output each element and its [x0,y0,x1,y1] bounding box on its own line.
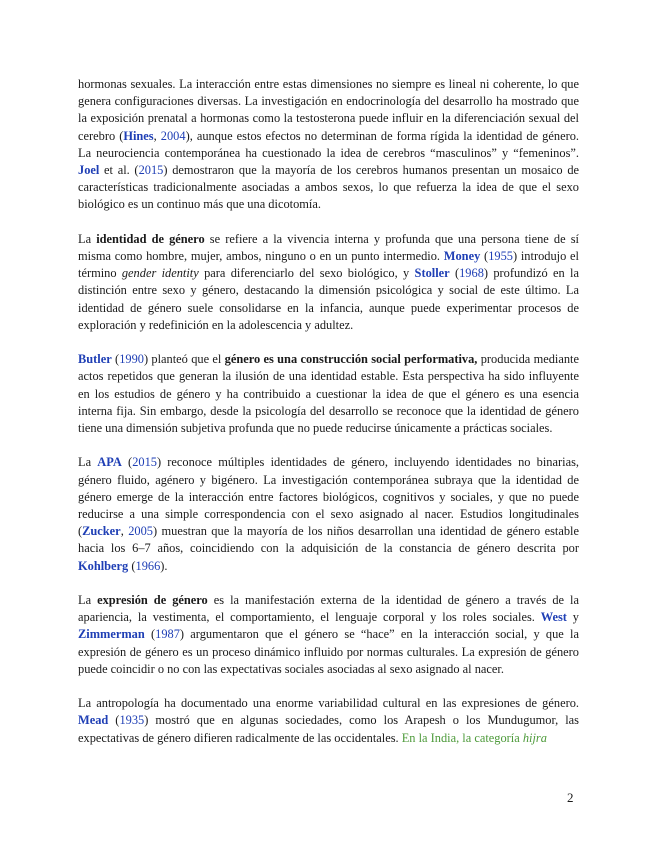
text-run: ) demostraron que la mayoría de los cerebros humanos presentan un mosaico de características tradicionalmente asociadas a ambos sexos, lo que refuerza la idea de que el sexo biológico es un continuo más que una dicotomía. [78,163,580,212]
citation-author-butler[interactable]: Butler [78,352,112,367]
text-run: ) introdujo el término [78,249,579,281]
citation-year-mead[interactable]: 1935 [119,713,145,728]
citation-year-apa[interactable]: 2015 [132,455,157,470]
citation-year-joel[interactable]: 2015 [138,163,164,178]
text-run: ) planteó que el [143,352,225,367]
paragraph-anthropology [78,695,579,747]
text-run: , [153,128,161,143]
term-gender-identity: identidad de género [96,231,205,246]
text-run: La [78,455,98,470]
text-run: ) mostró que en algunas sociedades, como los Arapesh o los Mundugumor, las expectativas de género difieren radicalmente de las occidentales. [78,713,579,745]
page-number: 2 [567,790,574,805]
text-run: ), aunque estos efectos no determinan de forma rígida la identidad de género. La neurociencia contemporánea ha cuestionado la idea de cerebros “masculinos” y “femeninos”. [78,128,579,160]
text-run: producida mediante actos repetidos que generan la ilusión de una identidad estable. Esta perspectiva ha sido influyente en los estudios de género y ha contribuido a cuestionar la idea de que el género es una esencia interna fija. Sin embargo, desde la psicología del desarrollo se reconoce que la identidad de género tiene una dimensión subjetiva profunda que no puede reducirse únicamente a prácticas sociales. [78,352,580,436]
text-run: et al. ( [99,163,139,178]
text-run: La antropología ha documentado una enorme variabilidad cultural en las expresiones de género. [78,696,579,711]
text-run: ( [121,455,133,470]
citation-author-west[interactable]: West [540,610,567,625]
body-text [78,76,579,764]
text-run: La [78,231,97,246]
citation-year-zucker[interactable]: 2005 [128,524,153,539]
paragraph-hormones [78,76,579,214]
text-run: ( [449,266,460,281]
text-run: ) argumentaron que el género se “hace” en la interacción social, y que la expresión de género es un proceso dinámico influido por normas culturales. La expresión de género puede coincidir o no con las expectativas sociales asociadas al sexo asignado al nacer. [78,627,579,676]
citation-year-kohlberg[interactable]: 1966 [135,558,161,573]
text-run: ). [160,558,168,573]
text-run: se refiere a la vivencia interna y profunda que una persona tiene de sí misma como hombre, mujer, ambos, ninguno o en un punto intermedio. [78,231,579,264]
citation-year-money[interactable]: 1955 [488,249,513,264]
text-run: La [78,593,98,608]
text-run: ( [144,627,156,642]
paragraph-butler [78,351,579,437]
term-performative-construction: género es una construcción social performativa, [224,352,478,367]
text-run: ) profundizó en la distinción entre sexo y género, destacando la dimensión psicológica y social de este último. La identidad de género suele consolidarse en la infancia, aunque puede experimentar procesos de exploración y redefinición en la adolescencia y adultez. [78,266,579,332]
citation-author-zimmerman[interactable]: Zimmerman [78,627,145,642]
citation-author-zucker[interactable]: Zucker [82,524,121,539]
citation-author-hines[interactable]: Hines [123,128,154,143]
tracked-change-term-hijra: hijra [522,730,547,745]
citation-author-joel[interactable]: Joel [78,163,100,178]
citation-author-stoller[interactable]: Stoller [414,266,450,281]
citation-author-apa[interactable]: APA [97,455,122,470]
citation-author-kohlberg[interactable]: Kohlberg [78,558,129,573]
citation-year-hines[interactable]: 2004 [160,128,186,143]
text-run: es la manifestación externa de la identidad de género a través de la apariencia, la vestimenta, el comportamiento, el lenguaje corporal y los roles sociales. [78,593,579,625]
text-run: , [120,524,129,539]
tracked-change-text: En la India, la categoría [401,730,523,745]
term-gender-expression: expresión de género [97,593,208,608]
term-gender-identity-english: gender identity [121,266,199,281]
paragraph-gender-identity [78,231,579,334]
text-run: ( [128,558,136,573]
citation-author-money[interactable]: Money [443,249,481,264]
text-run: ( [480,249,489,264]
citation-year-butler[interactable]: 1990 [119,352,144,367]
citation-author-mead[interactable]: Mead [78,713,109,728]
text-run: para diferenciarlo del sexo biológico, y [198,266,415,281]
paragraph-gender-expression [78,592,579,678]
text-run: hormonas sexuales. La interacción entre estas dimensiones no siempre es lineal ni coherente, lo que genera configuraciones diversas. La investigación en endocrinología del desarrollo ha mostrado que la exposición prenatal a hormonas como la testosterona puede influir en la diferenciación sexual del cerebro ( [78,77,579,143]
text-run: y [566,610,579,625]
text-run: ) reconoce múltiples identidades de género, incluyendo identidades no binarias, género fluido, agénero y bigénero. La investigación contemporánea subraya que la identidad de género emerge de la interacción entre factores biológicos, cognitivos y sociales, y que no puede reducirse a una simple correspondencia con el sexo asignado al nacer. Estudios longitudinales ( [78,455,579,539]
citation-year-west-zimmerman[interactable]: 1987 [155,627,180,642]
paragraph-apa [78,454,579,574]
text-run: ( [108,713,120,728]
citation-year-stoller[interactable]: 1968 [459,266,484,281]
text-run: ) muestran que la mayoría de los niños desarrollan una identidad de género estable hacia los 6–7 años, coincidiendo con la adquisición de la constancia de género descrita por [78,524,579,556]
text-run: ( [111,352,120,367]
